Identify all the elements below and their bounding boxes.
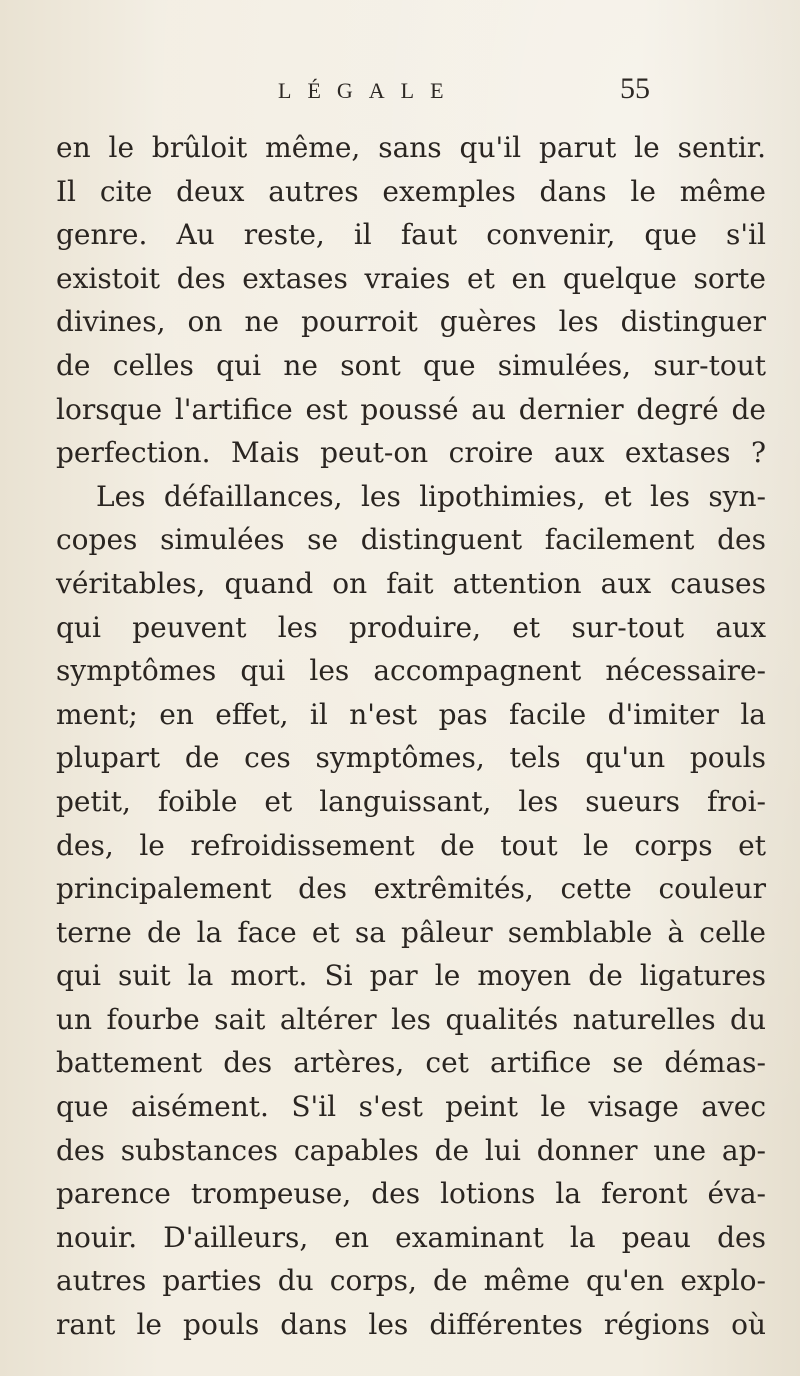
text-line: qui peuvent les produire, et sur-tout aux	[56, 610, 766, 644]
text-line: en le brûloit même, sans qu'il parut le sentir.	[56, 131, 766, 164]
text-line: existoit des extases vraies et en quelque sorte	[56, 261, 766, 295]
text-line: genre. Au reste, il faut convenir, que s'il	[56, 218, 766, 252]
text-line: parence trompeuse, des lotions la feront éva-	[56, 1177, 766, 1211]
body-text	[56, 126, 766, 1347]
text-line: symptômes qui les accompagnent nécessaire-	[56, 654, 766, 688]
text-line: terne de la face et sa pâleur semblable à celle	[56, 915, 766, 949]
text-line: des substances capables de lui donner une ap-	[56, 1133, 766, 1167]
text-line: véritables, quand on fait attention aux causes	[56, 566, 766, 600]
text-line: divines, on ne pourroit guères les distinguer	[56, 305, 766, 339]
text-line: petit, foible et languissant, les sueurs froi-	[56, 784, 766, 818]
text-line: lorsque l'artifice est poussé au dernier degré de	[56, 392, 766, 426]
text-line: rant le pouls dans les différentes régions où	[56, 1308, 766, 1342]
running-title: LÉGALE	[278, 78, 460, 103]
text-line: autres parties du corps, de même qu'en explo-	[56, 1264, 766, 1298]
text-line: de celles qui ne sont que simulées, sur-tout	[56, 348, 766, 382]
text-line: perfection. Mais peut-on croire aux extases ?	[56, 436, 766, 470]
text-line: copes simulées se distinguent facilement des	[56, 523, 766, 557]
text-line: nouir. D'ailleurs, en examinant la peau des	[56, 1220, 766, 1254]
text-line: Les défaillances, les lipothimies, et les syn-	[96, 479, 766, 513]
text-line: qui suit la mort. Si par le moyen de ligatures	[56, 959, 766, 993]
text-line: un fourbe sait altérer les qualités naturelles du	[56, 1002, 766, 1036]
text-line: que aisément. S'il s'est peint le visage avec	[56, 1090, 766, 1124]
text-line: principalement des extrêmités, cette couleur	[56, 872, 766, 906]
page-number: 55	[620, 72, 650, 105]
text-line: plupart de ces symptômes, tels qu'un pouls	[56, 741, 766, 775]
text-line: Il cite deux autres exemples dans le même	[56, 174, 766, 208]
page-header	[0, 72, 800, 112]
text-line: des, le refroidissement de tout le corps et	[56, 828, 766, 862]
text-line: ment; en effet, il n'est pas facile d'imiter la	[56, 697, 766, 731]
text-line: battement des artères, cet artifice se démas-	[56, 1046, 766, 1080]
